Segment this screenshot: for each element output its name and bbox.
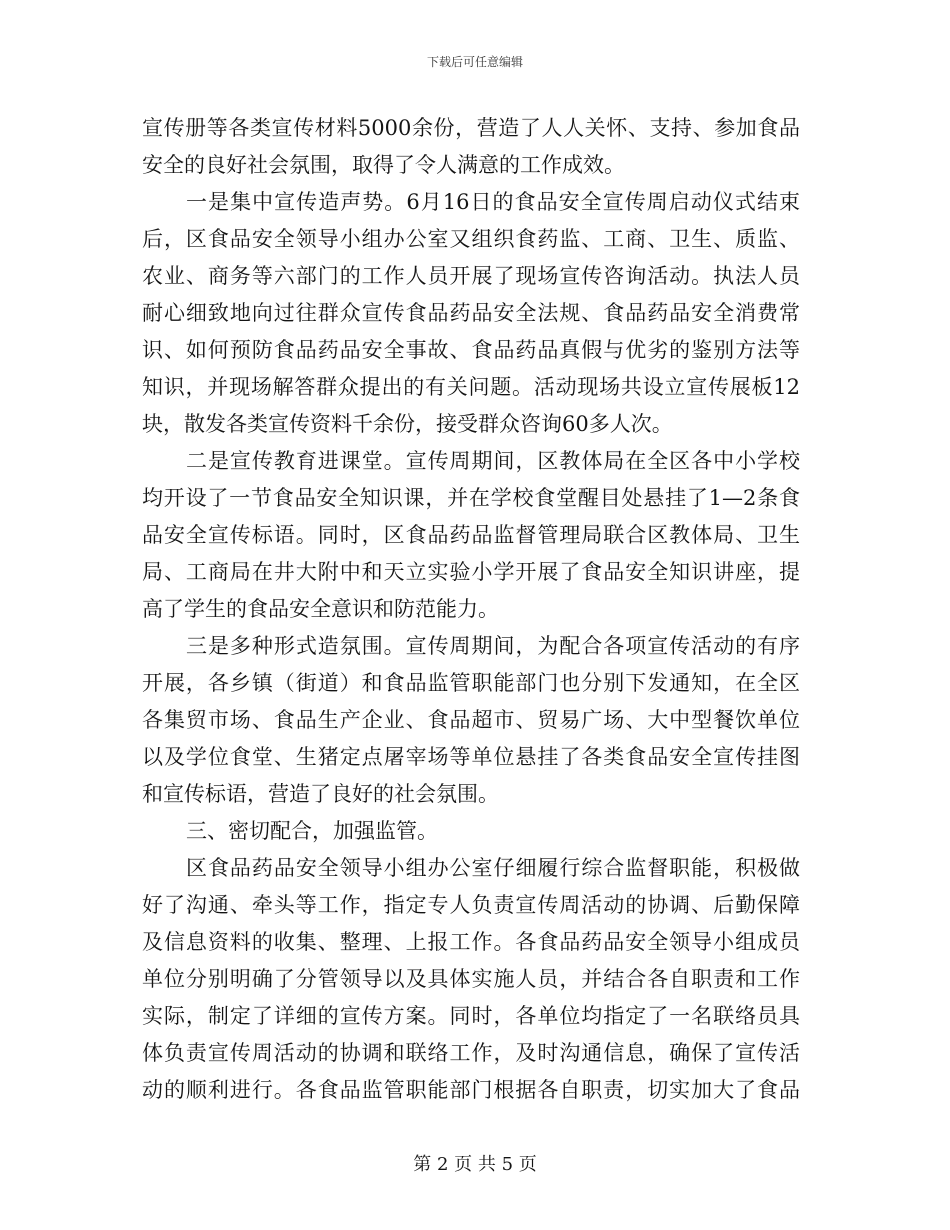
text-line: 以及学位食堂、生猪定点屠宰场等单位悬挂了各类食品安全宣传挂图 [142,745,800,769]
text-line: 后，区食品安全领导小组办公室又组织食药监、工商、卫生、质监、 [142,227,800,251]
page-number-footer: 第 2 页 共 5 页 [413,1154,537,1175]
text-line: 三是多种形式造氛围。宣传周期间，为配合各项宣传活动的有序 [186,634,800,658]
text-line: 各集贸市场、食品生产企业、食品超市、贸易广场、大中型餐饮单位 [142,708,800,732]
text-line: 开展，各乡镇（街道）和食品监管职能部门也分别下发通知，在全区 [142,671,800,695]
text-line: 单位分别明确了分管领导以及具体实施人员，并结合各自职责和工作 [142,967,800,991]
text-line: 识、如何预防食品药品安全事故、食品药品真假与优劣的鉴别方法等 [142,338,800,362]
paragraph-atmosphere-forms [142,628,800,813]
text-line: 耐心细致地向过往群众宣传食品药品安全法规、食品药品安全消费常 [142,301,800,325]
text-line: 好了沟通、牵头等工作，指定专人负责宣传周活动的协调、后勤保障 [142,893,800,917]
text-line: 和宣传标语，营造了良好的社会氛围。 [142,782,499,806]
text-line: 高了学生的食品安全意识和防范能力。 [142,597,499,621]
text-line: 二是宣传教育进课堂。宣传周期间，区教体局在全区各中小学校 [186,449,800,473]
paragraph-coordination [142,850,800,1109]
text-line: 农业、商务等六部门的工作人员开展了现场宣传咨询活动。执法人员 [142,264,800,288]
section-heading-text: 三、密切配合，加强监管。 [186,819,438,843]
document-body [142,110,800,1109]
text-line: 宣传册等各类宣传材料5000余份，营造了人人关怀、支持、参加食品 [142,116,800,140]
text-line: 均开设了一节食品安全知识课，并在学校食堂醒目处悬挂了1—2条食 [142,486,800,510]
paragraph-publicity-momentum [142,184,800,443]
text-line: 局、工商局在井大附中和天立实验小学开展了食品安全知识讲座，提 [142,560,800,584]
section-heading [142,813,800,850]
text-line: 知识，并现场解答群众提出的有关问题。活动现场共设立宣传展板12 [142,375,800,399]
text-line: 安全的良好社会氛围，取得了令人满意的工作成效。 [142,153,625,177]
paragraph-continued [142,110,800,184]
text-line: 区食品药品安全领导小组办公室仔细履行综合监督职能，积极做 [186,856,800,880]
page-header-note: 下载后可任意编辑 [426,55,523,69]
text-line: 动的顺利进行。各食品监管职能部门根据各自职责，切实加大了食品 [142,1078,800,1102]
text-line: 实际，制定了详细的宣传方案。同时，各单位均指定了一名联络员具 [142,1004,800,1028]
text-line: 体负责宣传周活动的协调和联络工作，及时沟通信息，确保了宣传活 [142,1041,800,1065]
text-line: 品安全宣传标语。同时，区食品药品监督管理局联合区教体局、卫生 [142,523,800,547]
text-line: 一是集中宣传造声势。6月16日的食品安全宣传周启动仪式结束 [186,190,800,214]
text-line: 及信息资料的收集、整理、上报工作。各食品药品安全领导小组成员 [142,930,800,954]
paragraph-education-classroom [142,443,800,628]
text-line: 块，散发各类宣传资料千余份，接受群众咨询60多人次。 [142,412,673,436]
